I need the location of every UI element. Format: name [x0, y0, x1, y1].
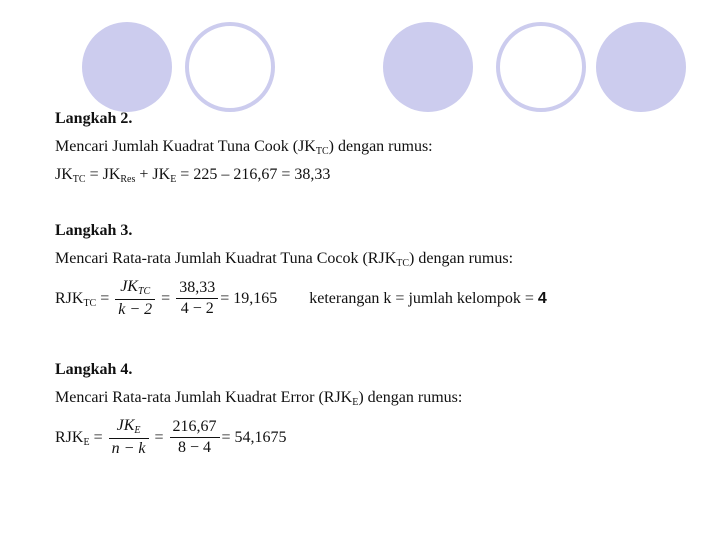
step2-description: Mencari Jumlah Kuadrat Tuna Cook (JKTC) dengan rumus: [55, 138, 433, 157]
step2-heading: Langkah 2. [55, 110, 133, 127]
step4-fraction-values: $\frac{216,67}{8 - 4}$ [170, 418, 220, 457]
step3-result: = 19,165 [220, 289, 278, 307]
decor-circle-1 [82, 22, 172, 112]
decor-ring-1 [185, 22, 275, 112]
step3-description: Mencari Rata-rata Jumlah Kuadrat Tuna Cocok (RJKTC) dengan rumus: [55, 250, 514, 269]
step4-equation: RJKE = $\frac{\text{JKE}}{n - k}$ = $\frac{216,67}{8 - 4}$ = 54,1675 [55, 417, 287, 457]
step4-heading: Langkah 4. [55, 361, 133, 378]
step4-fraction-formula: $\frac{\text{JKE}}{n - k}$ [109, 417, 149, 458]
step4-lhs: RJKE [55, 428, 90, 448]
step4-result: = 54,1675 [221, 428, 287, 446]
step3-heading: Langkah 3. [55, 222, 133, 239]
step3-fraction-formula: $\frac{\text{JKTC}}{k - 2}$ [115, 278, 155, 319]
decor-circle-3 [596, 22, 686, 112]
step3-lhs: RJKTC [55, 289, 97, 309]
step3-note: keterangan k = jumlah kelompok = 4 [309, 289, 547, 307]
step2-equation: JKTC = JKRes + JKE = 225 – 216,67 = 38,33 [55, 166, 331, 185]
decor-circle-2 [383, 22, 473, 112]
step3-equation: RJKTC = $\frac{\text{JKTC}}{k - 2}$ = $\frac{38,33}{4 - 2}$ = 19,165 keterangan k = jumlah kelompok = 4 [55, 278, 547, 318]
decor-ring-2 [496, 22, 586, 112]
step4-description: Mencari Rata-rata Jumlah Kuadrat Error (RJKE) dengan rumus: [55, 389, 463, 408]
step3-fraction-values: $\frac{38,33}{4 - 2}$ [176, 279, 218, 318]
